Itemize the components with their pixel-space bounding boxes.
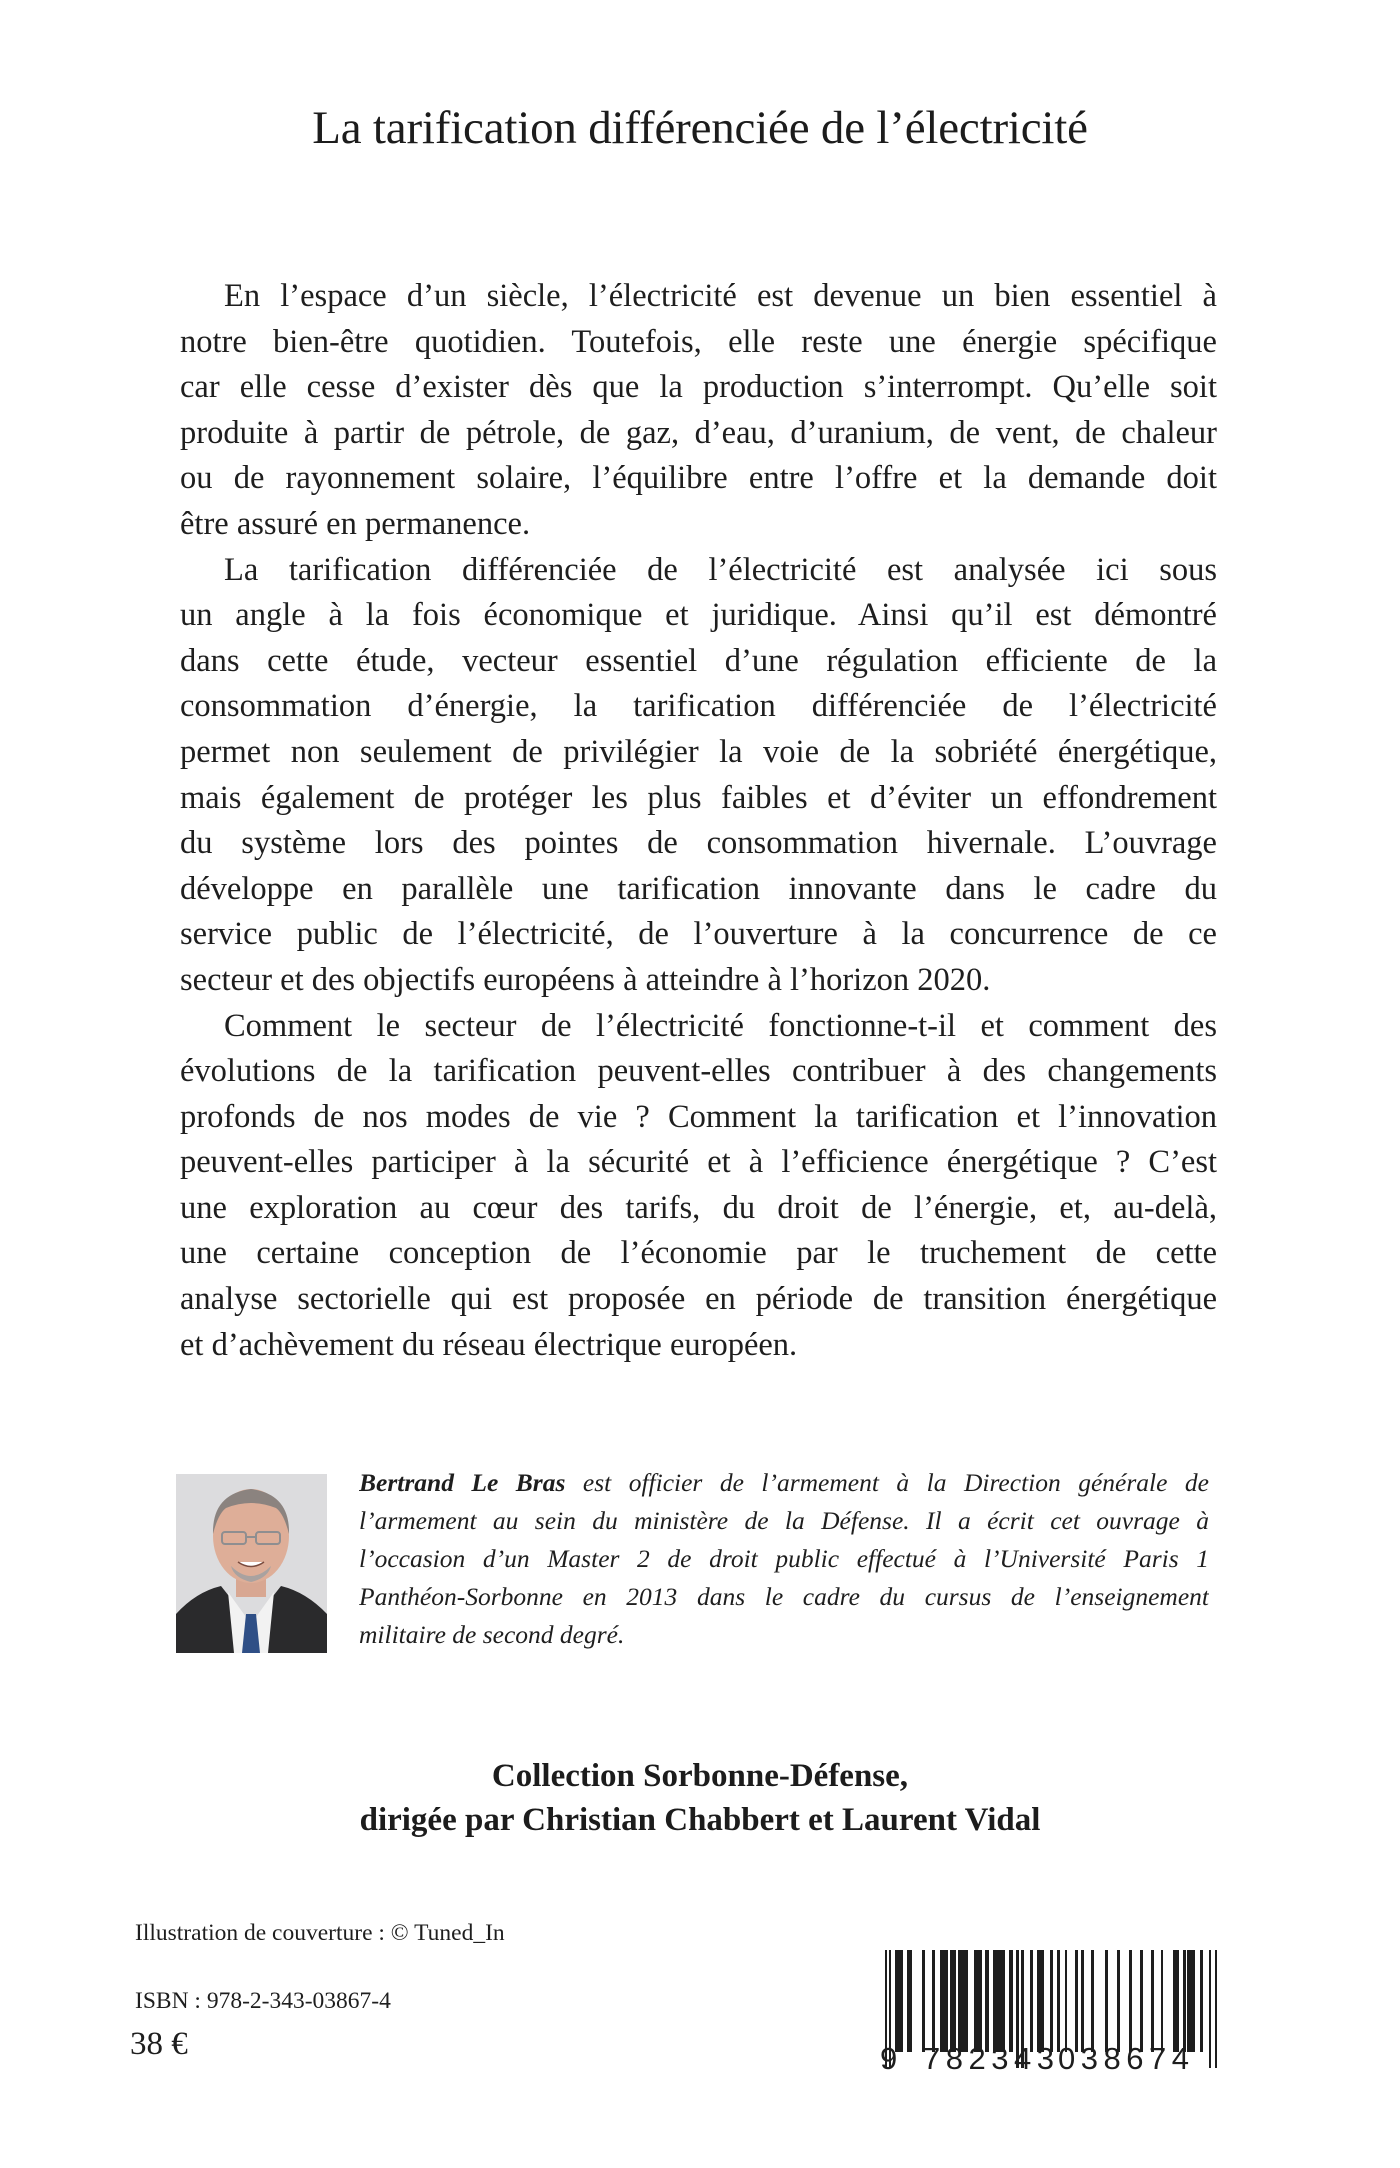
summary-line: développe en parallèle une tarification innovante dans le cadre du bbox=[180, 870, 1217, 907]
summary-line: car elle cesse d’exister dès que la production s’interrompt. Qu’elle soit bbox=[180, 369, 1217, 406]
bio-line: l’armement au sein du ministère de la Défense. Il a écrit cet ouvrage à bbox=[359, 1506, 1209, 1535]
summary-line: En l’espace d’un siècle, l’électricité est devenue un bien essentiel à bbox=[224, 278, 1217, 314]
summary-line: ou de rayonnement solaire, l’équilibre entre l’offre et la demande doit bbox=[180, 460, 1217, 497]
summary-line: peuvent-elles participer à la sécurité et à l’efficience énergétique ? C’est bbox=[180, 1144, 1217, 1181]
summary-line: évolutions de la tarification peuvent-elles contribuer à des changements bbox=[180, 1053, 1217, 1090]
summary-line: permet non seulement de privilégier la voie de la sobriété énergétique, bbox=[180, 733, 1217, 770]
summary-line: Comment le secteur de l’électricité fonctionne-t-il et comment des bbox=[224, 1007, 1217, 1044]
summary-line: une certaine conception de l’économie par le truchement de cette bbox=[180, 1235, 1217, 1272]
bio-line: l’occasion d’un Master 2 de droit public effectué à l’Université Paris 1 bbox=[359, 1544, 1209, 1573]
summary-line: un angle à la fois économique et juridique. Ainsi qu’il est démontré bbox=[180, 597, 1217, 634]
barcode-digits-right: 038674 bbox=[1058, 2041, 1195, 2076]
summary-text bbox=[180, 274, 1217, 1368]
summary-line: du système lors des pointes de consommation hivernale. L’ouvrage bbox=[180, 825, 1217, 862]
collection-info bbox=[0, 1754, 1400, 1842]
bio-line: Panthéon-Sorbonne en 2013 dans le cadre du cursus de l’enseignement bbox=[359, 1582, 1209, 1611]
collection-directors: dirigée par Christian Chabbert et Laurent Vidal bbox=[359, 1802, 1041, 1838]
author-photo bbox=[176, 1474, 327, 1653]
author-block bbox=[172, 1464, 1222, 1649]
bio-line: militaire de second degré. bbox=[359, 1620, 625, 1649]
author-bio bbox=[359, 1464, 1209, 1654]
price: 38 € bbox=[130, 2026, 188, 2062]
summary-line: mais également de protéger les plus faibles et d’éviter un effondrement bbox=[180, 779, 1217, 816]
summary-line: service public de l’électricité, de l’ouverture à la concurrence de ce bbox=[180, 916, 1217, 953]
summary-line: être assuré en permanence. bbox=[180, 505, 531, 542]
summary-line: produite à partir de pétrole, de gaz, d’eau, d’uranium, de vent, de chaleur bbox=[180, 414, 1217, 451]
bio-text: est officier de l’armement à la Direction générale de bbox=[565, 1468, 1209, 1497]
barcode-digit-first: 9 bbox=[880, 2041, 903, 2076]
author-name: Bertrand Le Bras bbox=[359, 1468, 566, 1497]
summary-line: notre bien-être quotidien. Toutefois, elle reste une énergie spécifique bbox=[180, 323, 1217, 360]
book-title: La tarification différenciée de l’électricité bbox=[312, 102, 1088, 154]
bio-line bbox=[359, 1464, 1209, 1502]
collection-name: Collection Sorbonne-Défense, bbox=[491, 1758, 909, 1794]
summary-line: consommation d’énergie, la tarification différenciée de l’électricité bbox=[180, 688, 1217, 725]
isbn: ISBN : 978-2-343-03867-4 bbox=[135, 1988, 391, 2014]
summary-line: et d’achèvement du réseau électrique européen. bbox=[180, 1326, 798, 1363]
summary-line: analyse sectorielle qui est proposée en période de transition énergétique bbox=[180, 1281, 1217, 1318]
summary-line: secteur et des objectifs européens à atteindre à l’horizon 2020. bbox=[180, 961, 991, 998]
summary-line: une exploration au cœur des tarifs, du droit de l’énergie, et, au-delà, bbox=[180, 1189, 1217, 1226]
summary-line: profonds de nos modes de vie ? Comment la tarification et l’innovation bbox=[180, 1098, 1217, 1135]
barcode-digits bbox=[880, 2041, 1220, 2081]
illustration-credit: Illustration de couverture : © Tuned_In bbox=[135, 1920, 505, 1946]
summary-line: dans cette étude, vecteur essentiel d’une régulation efficiente de la bbox=[180, 642, 1217, 679]
author-portrait-icon bbox=[176, 1474, 327, 1653]
barcode-digits-left: 782343 bbox=[923, 2041, 1060, 2076]
summary-line: La tarification différenciée de l’électricité est analysée ici sous bbox=[224, 551, 1217, 588]
